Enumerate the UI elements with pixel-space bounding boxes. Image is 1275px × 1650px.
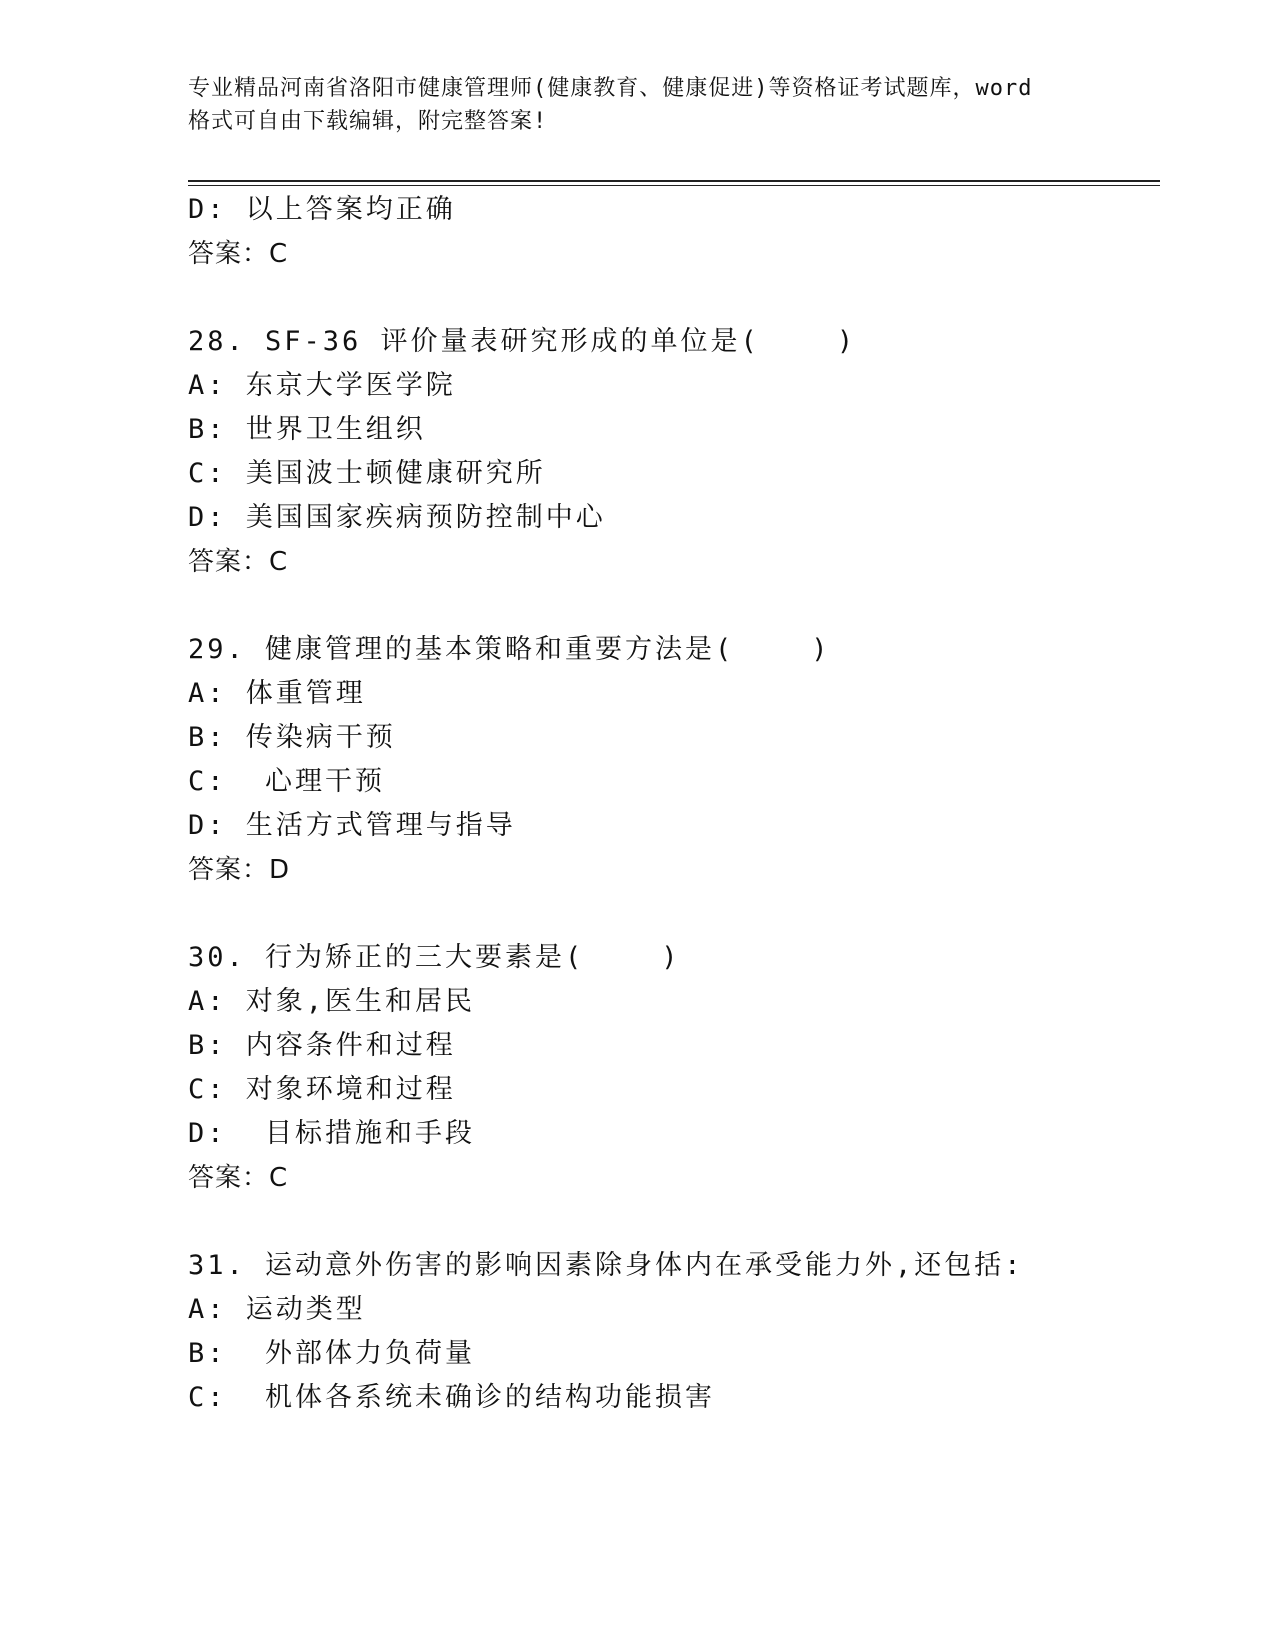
question-stem: 29. 健康管理的基本策略和重要方法是( ) (188, 634, 831, 665)
option-c: C: 美国波士顿健康研究所 (188, 458, 546, 489)
option-a: A: 体重管理 (188, 678, 366, 709)
option-a: A: 运动类型 (188, 1294, 366, 1325)
answer-line: 答案：C (188, 1163, 289, 1193)
option-d: D: 生活方式管理与指导 (188, 810, 516, 841)
answer-line: 答案：C (188, 547, 289, 577)
option-b: B: 传染病干预 (188, 722, 396, 753)
option-b: B: 世界卫生组织 (188, 414, 426, 445)
option-c: C: 机体各系统未确诊的结构功能损害 (188, 1382, 716, 1413)
option-b: B: 外部体力负荷量 (188, 1338, 476, 1369)
option-a: A: 东京大学医学院 (188, 370, 456, 401)
answer-line: 答案：D (188, 855, 291, 885)
option-c: C: 心理干预 (188, 766, 386, 797)
option-d: D: 以上答案均正确 (188, 194, 456, 225)
option-c: C: 对象环境和过程 (188, 1074, 456, 1105)
answer-line: 答案：C (188, 239, 289, 269)
option-d: D: 美国国家疾病预防控制中心 (188, 502, 606, 533)
question-stem: 30. 行为矫正的三大要素是( ) (188, 942, 681, 973)
header-rule-thick (188, 180, 1160, 182)
question-stem: 31. 运动意外伤害的影响因素除身体内在承受能力外,还包括: (188, 1250, 1024, 1281)
option-a: A: 对象,医生和居民 (188, 986, 476, 1017)
question-stem: 28. SF-36 评价量表研究形成的单位是( ) (188, 326, 857, 357)
header-rule-thin (188, 185, 1160, 186)
option-d: D: 目标措施和手段 (188, 1118, 476, 1149)
header-line-1: 专业精品河南省洛阳市健康管理师(健康教育、健康促进)等资格证考试题库，word (188, 76, 1033, 101)
header-line-2: 格式可自由下载编辑，附完整答案! (188, 109, 548, 134)
option-b: B: 内容条件和过程 (188, 1030, 456, 1061)
document-header (188, 72, 1088, 138)
